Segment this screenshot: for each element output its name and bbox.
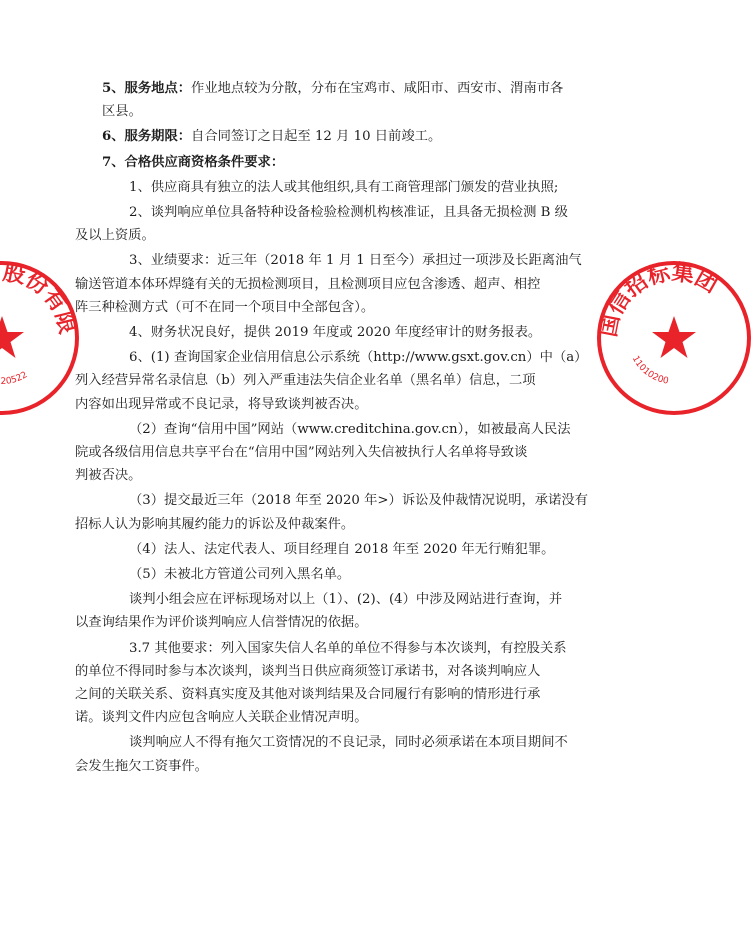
qualification-heading: 7、合格供应商资格条件要求： — [102, 154, 285, 170]
paragraph-line: 之间的关联关系、资料真实度及其他对谈判结果及合同履行有影响的情形进行承 — [75, 687, 541, 703]
paragraph-line: 3、业绩要求：近三年（2018 年 1 月 1 日至今）承担过一项涉及长距离油气 — [129, 253, 582, 269]
service-location-line: 作业地点较为分散，分布在宝鸡市、咸阳市、西安市、渭南市各 — [191, 81, 564, 96]
service-period-line: 自合同签订之日起至 12 月 10 日前竣工。 — [191, 129, 442, 145]
paragraph-line: （5）未被北方管道公司列入黑名单。 — [129, 567, 351, 583]
right-seal-number: 11010200 — [629, 354, 670, 387]
paragraph-line: 谈判响应人不得有拖欠工资情况的不良记录，同时必须承诺在本项目期间不 — [129, 735, 568, 751]
paragraph-line: 6、(1) 查询国家企业信用信息公示系统（http://www.gsxt.gov.cn）中（a） — [129, 350, 588, 366]
paragraph-line: 2、谈判响应单位具备特种设备检验检测机构核准证，且具备无损检测 B 级 — [129, 205, 568, 221]
service-location-heading: 5、服务地点： — [102, 81, 192, 96]
right-seal-text: 国信招标集团 — [595, 259, 723, 339]
requirement-paragraph — [75, 201, 572, 247]
paragraph-line: （3）提交最近三年（2018 年至 2020 年>）诉讼及仲裁情况说明，承诺没有 — [129, 493, 588, 509]
left-seal-star-icon — [0, 316, 24, 358]
requirement-paragraph — [75, 731, 572, 777]
paragraph-line: 4、财务状况良好，提供 2019 年度或 2020 年度经审计的财务报表。 — [129, 325, 542, 341]
right-seal-star-icon — [652, 316, 696, 358]
requirement-paragraph — [75, 418, 572, 488]
left-seal-number: 20522 — [0, 370, 30, 388]
requirement-paragraph — [75, 346, 588, 416]
requirement-paragraph — [75, 637, 572, 730]
paragraph-line: 判被否决。 — [75, 468, 142, 484]
paragraph-line: （2）查询“信用中国”网站（www.creditchina.gov.cn），如被最高人民法 — [129, 421, 571, 437]
service-location-line: 区县。 — [102, 104, 142, 120]
paragraph-line: 会发生拖欠工资事件。 — [75, 758, 208, 774]
left-seal-text: 股份有限 — [1, 259, 81, 337]
requirement-paragraph — [75, 588, 572, 634]
service-location-section — [102, 77, 572, 123]
paragraph-line: 谈判小组会应在评标现场对以上（1）、(2)、(4）中涉及网站进行查询，并 — [129, 592, 563, 608]
requirement-paragraph — [102, 538, 572, 561]
svg-text:4120522 — [0, 370, 29, 387]
paragraph-line: 内容如出现异常或不良记录，将导致谈判被否决。 — [75, 396, 368, 412]
paragraph-line: 阵三种检测方式（可不在同一个项目中全部包含）。 — [75, 299, 375, 315]
document-body — [75, 77, 588, 778]
paragraph-line: （4）法人、法定代表人、项目经理自 2018 年至 2020 年无行贿犯罪。 — [129, 541, 555, 557]
right-company-seal — [594, 258, 754, 418]
paragraph-line: 3.7 其他要求：列入国家失信人名单的单位不得参与本次谈判，有控股关系 — [129, 640, 567, 656]
svg-text:11010200 — [630, 354, 670, 386]
paragraph-line: 的单位不得同时参与本次谈判，谈判当日供应商须签订承诺书，对各谈判响应人 — [75, 663, 541, 679]
requirement-paragraph — [102, 176, 572, 199]
paragraph-line: 输送管道本体环焊缝有关的无损检测项目，且检测项目应包含渗透、超声、相控 — [75, 276, 541, 292]
paragraph-line: 以查询结果作为评价谈判响应人信誉情况的依据。 — [75, 615, 368, 631]
requirement-paragraph — [102, 321, 572, 344]
requirement-paragraph — [75, 489, 588, 535]
paragraph-line: 招标人认为影响其履约能力的诉讼及仲裁案件。 — [75, 516, 355, 532]
paragraph-line: 诺。谈判文件内应包含响应人关联企业情况声明。 — [75, 710, 368, 726]
paragraph-line: 院或各级信用信息共享平台在“信用中国”网站列入失信被执行人名单将导致谈 — [75, 445, 528, 461]
service-period-heading: 6、服务期限： — [102, 129, 192, 145]
requirement-paragraph — [75, 249, 582, 319]
svg-text:国信招标集团 — [595, 259, 722, 339]
service-period-section — [102, 125, 572, 148]
paragraph-line: 及以上资质。 — [75, 228, 155, 244]
paragraph-line: 列入经营异常名录信息（b）列入严重违法失信企业名单（黑名单）信息，二项 — [75, 373, 536, 389]
requirement-paragraph — [102, 563, 572, 586]
left-company-seal — [0, 258, 82, 418]
paragraph-line: 1、供应商具有独立的法人或其他组织,具有工商管理部门颁发的营业执照; — [129, 179, 559, 195]
svg-text:股份有限公司 — [0, 258, 80, 336]
qualification-section — [102, 151, 572, 174]
